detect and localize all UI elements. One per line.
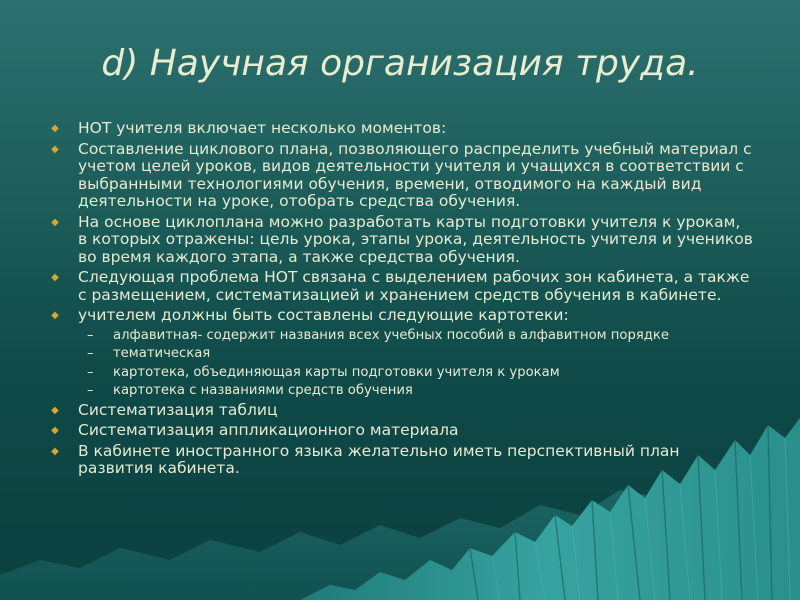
bullet-item (48, 214, 753, 267)
bullet-text: Составление циклового плана, позволяющего распределить учебный материал с учетом целей уроков, видов деятельности учителя и учащихся в соответствии с выбранными технологиями обучения, времени, отводимого на каждый вид деятельности на уроке, отобрать средства обучения. (78, 139, 752, 210)
dash-bullet-icon: – (87, 346, 94, 361)
bullet-item (48, 269, 753, 304)
bullet-item (48, 141, 753, 211)
diamond-bullet-icon: ◆ (51, 310, 59, 321)
bullet-text: Систематизация таблиц (78, 400, 278, 419)
bullet-text: В кабинете иностранного языка желательно иметь перспективный план развития кабинета. (78, 441, 680, 477)
diamond-bullet-icon: ◆ (51, 445, 59, 457)
bullet-text: учителем должны быть составлены следующие картотеки: (78, 306, 569, 324)
sub-bullet-text: картотека, объединяющая карты подготовки учителя к урокам (113, 364, 560, 380)
diamond-bullet-icon: ◆ (51, 425, 59, 436)
bullet-item (48, 307, 753, 325)
slide-title: d) Научная организация труда. (101, 43, 699, 84)
diamond-bullet-icon: ◆ (51, 143, 59, 155)
bullet-text: НОТ учителя включает несколько моментов: (78, 119, 447, 137)
bullet-text: Следующая проблема НОТ связана с выделением рабочих зон кабинета, а также с размещением, систематизацией и хранением средств обучения в кабинете. (78, 268, 750, 304)
diamond-bullet-icon: ◆ (51, 404, 59, 416)
sub-bullet-text: картотека с названиями средств обучения (113, 383, 413, 398)
bullet-item (48, 120, 753, 138)
bullet-item (48, 443, 753, 478)
bullet-item (48, 402, 753, 420)
dash-bullet-icon: – (87, 383, 94, 398)
sub-bullet-item (48, 346, 753, 362)
bullet-item (48, 422, 753, 440)
diamond-bullet-icon: ◆ (51, 272, 59, 283)
sub-bullet-text: алфавитная- содержит названия всех учебных пособий в алфавитном порядке (113, 327, 669, 343)
dash-bullet-icon: – (87, 364, 94, 380)
sub-bullet-text: тематическая (113, 346, 211, 361)
dash-bullet-icon: – (87, 327, 94, 343)
bullet-text: Систематизация аппликационного материала (78, 421, 459, 439)
bullet-text: На основе циклоплана можно разработать карты подготовки учителя к урокам, в которых отражены: цель урока, этапы урока, деятельность учителя и учеников во время каждого этапа, а также средства обучения. (78, 212, 753, 266)
slide-content (48, 120, 753, 481)
sub-bullet-item (48, 365, 753, 381)
diamond-bullet-icon: ◆ (51, 123, 59, 134)
sub-bullet-item (48, 328, 753, 344)
diamond-bullet-icon: ◆ (51, 216, 59, 228)
sub-bullet-item (48, 383, 753, 399)
